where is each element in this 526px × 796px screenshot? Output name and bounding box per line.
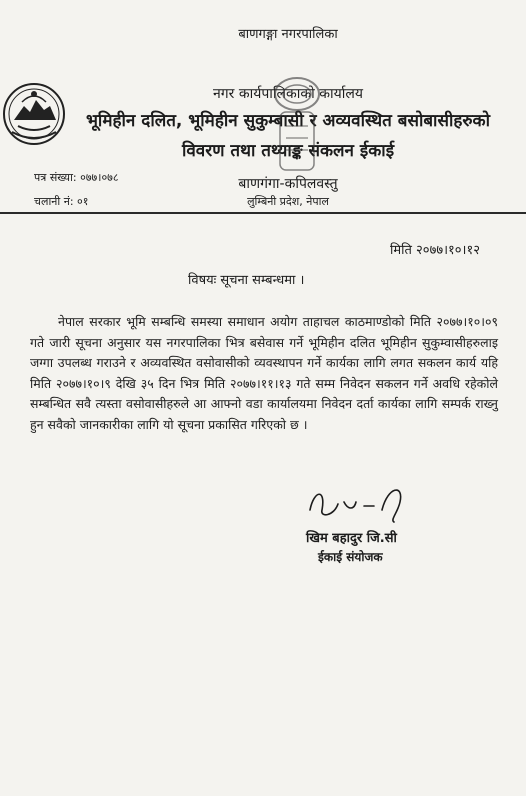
letter-number: पत्र संख्या: ०७७।०७८ [34,171,119,184]
unit-name-line2: विवरण तथा तथ्याङ्क संकलन ईकाई [181,141,395,161]
office-stamp-icon [268,74,326,178]
municipality-name: बाणगङ्गा नगरपालिका [238,27,338,42]
dispatch-number: चलानी नं: ०१ [34,195,89,208]
unit-name-line1: भूमिहीन दलित, भूमिहीन सुकुम्बासी र अव्यवस्थित बसोबासीहरुको [85,111,491,131]
letter-body: नेपाल सरकार भूमि सम्बन्धि समस्या समाधान अयोग ताहाचल काठमाण्डोको मिति २०७७।१०।०९ गते जारी सूचना अनुसार यस नगरपालिका भित्र बसेवास गर्ने भूमिहीन दलित भूमिहीन सुकुम्वासीहरुलाइ जग्गा उपलब्ध गराउने र अव्यवस्थित वसोवासीको व्यवस्थापन गर्ने कार्यका लागि लगत सकलन कार्य यहि मिति २०७७।१०।९ देखि ३५ दिन भित्र मिति २०७७।११।१३ गते सम्म निवेदन सकलन गर्ने अवधि रहेकोले सम्बन्धित सवै त्यस्ता वसोवासीहरुले आ आफ्नो वडा कार्यालयमा निवेदन दर्ता कार्यका लागि सम्पर्क राख्नु हुन सवैको जानकारीका लागि यो सूचना प्रकासित गरिएको छ । [30,314,498,432]
signatory-role: ईकाई संयोजक [318,550,383,564]
letter-date: मिति २०७७।१०।१२ [390,243,480,258]
nepal-emblem-icon [2,82,66,146]
signatory-name: खिम बहादुर जि.सी [306,531,397,546]
signature-icon [304,480,418,524]
header-divider [0,212,526,214]
office-name: नगर कार्यपालिकाको कार्यालय [213,86,363,102]
office-province: लुम्बिनी प्रदेश, नेपाल [247,195,329,208]
office-location: बाणगंगा-कपिलवस्तु [238,176,338,192]
letter-subject: विषयः सूचना सम्बन्धमा । [188,273,305,288]
